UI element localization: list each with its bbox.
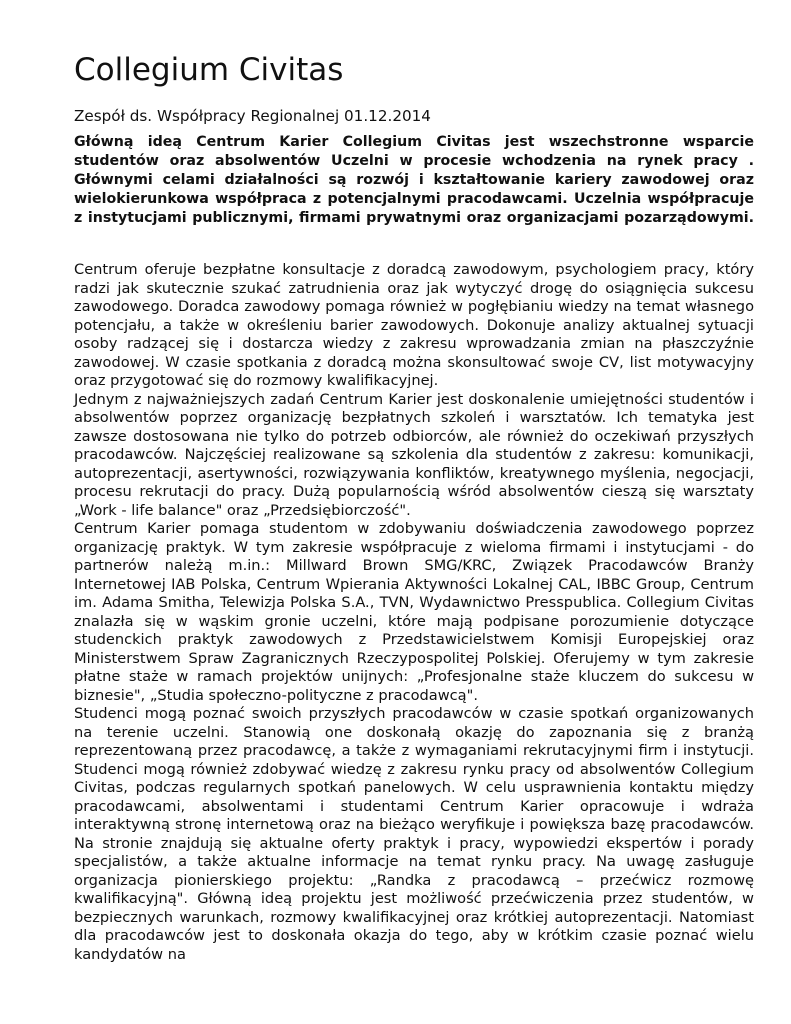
document-title: Collegium Civitas	[74, 52, 344, 88]
paragraph-trainings: Jednym z najważniejszych zadań Centrum Karier jest doskonalenie umiejętności studentów i absolwentów poprzez organizację bezpłatnych szkoleń i warsztatów. Ich tematyka jest zawsze dostosowana nie tylko do potrzeb odbiorców, ale również do oczekiwań przyszłych pracodawców. Najczęściej realizowane są szkolenia dla studentów z zakresu: komunikacji, autoprezentacji, asertywności, rozwiązywania konfliktów, kreatywnego myślenia, negocjacji, procesu rekrutacji do pracy. Dużą popularnością wśród absolwentów cieszą się warsztaty „Work - life balance" oraz „Przedsiębiorczość".	[74, 390, 754, 519]
body-text	[74, 261, 754, 964]
document-subtitle: Zespół ds. Współpracy Regionalnej 01.12.2014	[74, 107, 431, 125]
paragraph-consultations: Centrum oferuje bezpłatne konsultacje z doradcą zawodowym, psychologiem pracy, który radzi jak skutecznie szukać zatrudnienia oraz jak wytyczyć drogę do osiągnięcia sukcesu zawodowego. Doradca zawodowy pomaga również w pogłębianiu wiedzy na temat własnego potencjału, a także w określeniu barier zawodowych. Dokonuje analizy aktualnej sytuacji osoby radzącej się i dostarcza wiedzy z zakresu wprowadzania zmian na płaszczyźnie zawodowej. W czasie spotkania z doradcą można skonsultować swoje CV, list motywacyjny oraz przygotować się do rozmowy kwalifikacyjnej.	[74, 261, 754, 389]
paragraph-employers: Studenci mogą poznać swoich przyszłych pracodawców w czasie spotkań organizowanych na terenie uczelni. Stanowią one doskonałą okazję do zapoznania się z branżą reprezentowaną przez pracodawcę, a także z wymaganiami rekrutacyjnymi firm i instytucji. Studenci mogą również zdobywać wiedzę z zakresu rynku pracy od absolwentów Collegium Civitas, podczas regularnych spotkań panelowych. W celu usprawnienia kontaktu między pracodawcami, absolwentami i studentami Centrum Karier opracowuje i wdraża interaktywną stronę internetową oraz na bieżąco weryfikuje i powiększa bazę pracodawców. Na stronie znajdują się aktualne oferty praktyk i pracy, wypowiedzi ekspertów i porady specjalistów, a także aktualne informacje na temat rynku pracy. Na uwagę zasługuje organizacja pionierskiego projektu: „Randka z pracodawcą – przećwicz rozmowę kwalifikacyjną". Główną ideą projektu jest możliwość przećwiczenia przez studentów, w bezpiecznych warunkach, rozmowy kwalifikacyjnej oraz krótkiej autoprezentacji. Natomiast dla pracodawców jest to doskonała okazja do tego, aby w krótkim czasie poznać wielu kandydatów na	[74, 705, 754, 963]
lead-paragraph: Główną ideą Centrum Karier Collegium Civitas jest wszechstronne wsparcie studentów oraz absolwentów Uczelni w procesie wchodzenia na rynek pracy . Głównymi celami działalności są rozwój i kształtowanie kariery zawodowej oraz wielokierunkowa współpraca z potencjalnymi pracodawcami. Uczelnia współpracuje z instytucjami publicznymi, firmami prywatnymi oraz organizacjami pozarządowymi.	[74, 134, 754, 226]
paragraph-internships: Centrum Karier pomaga studentom w zdobywaniu doświadczenia zawodowego poprzez organizację praktyk. W tym zakresie współpracuje z wieloma firmami i instytucjami - do partnerów należą m.in.: Millward Brown SMG/KRC, Związek Pracodawców Branży Internetowej IAB Polska, Centrum Wpierania Aktywności Lokalnej CAL, IBBC Group, Centrum im. Adama Smitha, Telewizja Polska S.A., TVN, Wydawnictwo Presspublica. Collegium Civitas znalazła się w wąskim gronie uczelni, które mają podpisane porozumienie dotyczące studenckich praktyk zawodowych z Przedstawicielstwem Komisji Europejskiej oraz Ministerstwem Spraw Zagranicznych Rzeczypospolitej Polskiej. Oferujemy w tym zakresie płatne staże w ramach projektów unijnych: „Profesjonalne staże kluczem do sukcesu w biznesie", „Studia społeczno-polityczne z pracodawcą".	[74, 520, 754, 704]
